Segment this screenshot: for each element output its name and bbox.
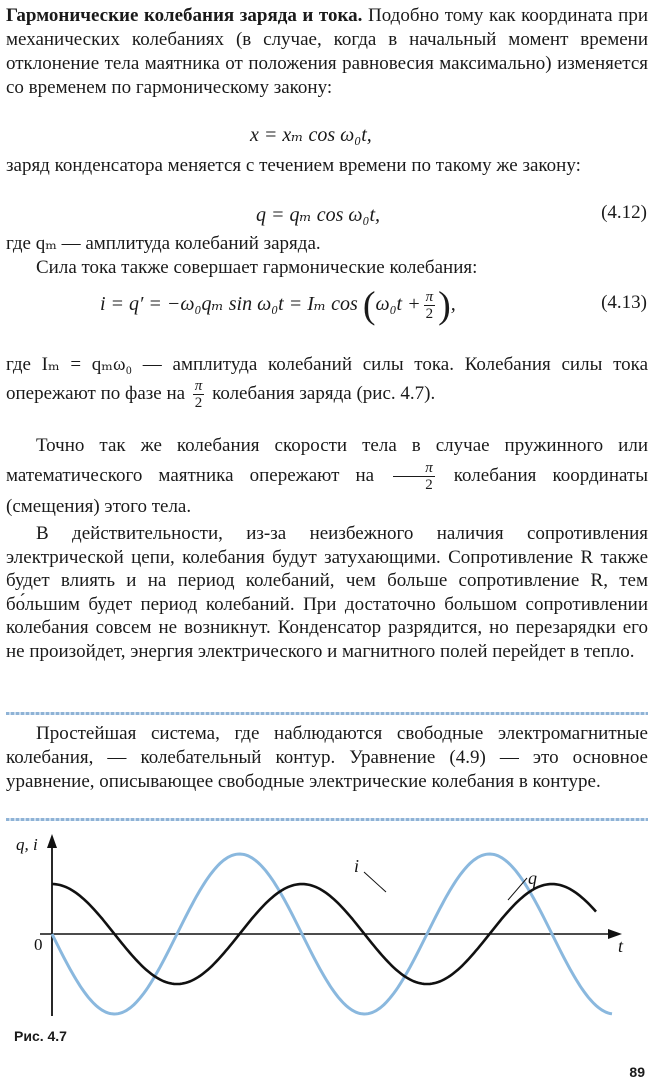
leader-i	[364, 872, 386, 892]
fraction-pi-2: $\frac{\pi}{2}$	[425, 288, 434, 322]
page-number: 89	[629, 1064, 645, 1080]
equation-current-inner: ω₀t +	[375, 293, 421, 315]
equation-number-4-12: (4.12)	[601, 202, 647, 223]
current-paragraph: Сила тока также совершает гармонические колебания:	[36, 257, 478, 278]
equation-current: i = q′ = −ω₀qₘ sin ω₀t = Iₘ cos (ω₀t + $\frac{\pi}{2}$ ),	[100, 284, 456, 327]
figure-4-7	[0, 826, 655, 1026]
equation-current-left: i = q′ = −ω₀qₘ sin ω₀t = Iₘ cos	[100, 293, 358, 315]
separator-bottom	[6, 818, 648, 821]
equation-number-4-13: (4.13)	[601, 292, 647, 313]
separator-top	[6, 712, 648, 715]
label-q: q	[528, 868, 537, 888]
damping-paragraph: В действительности, из-за неизбежного наличия сопротивления электрической цепи, колебания будут затухающими. Сопротивление R также будет влиять и на период колебаний, чем больше сопротивление R, тем бо́льшим будет период колебаний. При достаточно большом сопротивлении колебания совсем не возникнут. Конденсатор разрядится, но перезарядки его не произойдет, энергия электрического и магнитного полей перейдет в тепло.	[6, 523, 648, 662]
summary-paragraph: Простейшая система, где наблюдаются свободные электромагнитные колебания, — колебательный контур. Уравнение (4.9) — это основное уравнение, описывающее свободные электрические колебания в контуре.	[6, 723, 648, 792]
fraction-pi-2-velocity: $\frac{\pi}{2}$	[393, 460, 435, 493]
label-i: i	[354, 856, 360, 876]
x-axis-label: t	[618, 936, 624, 956]
paren-close: )	[438, 284, 451, 327]
velocity-paragraph: Точно так же колебания скорости тела в случае пружинного или математического маятника опережают на $\frac{\pi}{2}$ колебания координаты (смещения) этого тела.	[6, 435, 648, 517]
y-axis-label: q, i	[16, 835, 38, 854]
section-heading: Гармонические колебания заряда и тока.	[6, 5, 363, 26]
paren-open: (	[362, 284, 376, 327]
origin-label: 0	[34, 935, 43, 954]
figure-caption: Рис. 4.7	[14, 1028, 67, 1044]
y-axis-arrow-icon	[47, 834, 57, 848]
charge-law-paragraph: заряд конденсатора меняется с течением времени по такому же закону:	[6, 155, 581, 176]
equation-coordinate: x = xₘ cos ω₀t,	[250, 124, 372, 146]
amplitude-paragraph: где qₘ — амплитуда колебаний заряда.	[6, 233, 321, 254]
fraction-pi-2-inline: $\frac{\pi}{2}$	[194, 378, 203, 411]
intro-text: Подобно тому как координата при механических колебаниях (в случае, когда в начальный момент времени отклонение тела маятника от положения равновесия максимально) изменяется со временем по гармоническому закону:	[6, 5, 648, 98]
intro-paragraph	[6, 4, 648, 100]
equation-charge: q = qₘ cos ω₀t,	[256, 204, 381, 226]
phase-paragraph: где Iₘ = qₘω₀ — амплитуда колебаний силы тока. Колебания силы тока опережают по фазе на $\frac{\pi}{2}$ колебания заряда (рис. 4.7).	[6, 354, 648, 411]
